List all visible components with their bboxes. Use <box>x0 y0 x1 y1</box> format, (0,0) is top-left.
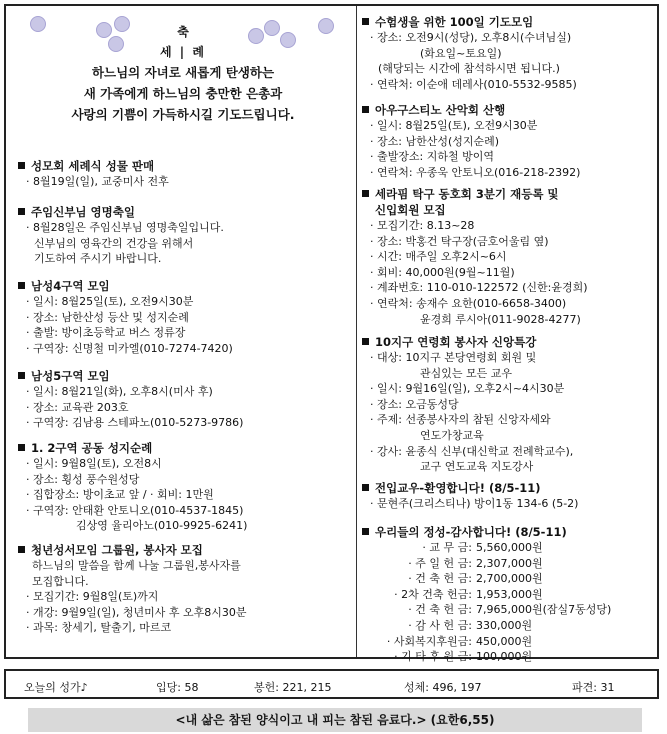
notice-line: · 회비: 40,000원(9월~11월) <box>370 265 515 279</box>
bullet-square-icon <box>18 282 25 289</box>
notice-line: · 연락처: 우종욱 안토니오(016-218-2392) <box>370 165 581 179</box>
column-divider <box>356 6 357 657</box>
hymn-label: 오늘의 성가♪ <box>24 681 88 694</box>
notice-mens-district-5 <box>18 368 243 431</box>
bullet-square-icon <box>362 190 369 197</box>
announcement-line-3: 하느님의 자녀로 새롭게 탄생하는 <box>91 65 275 80</box>
notice-line: · 8월19일(일), 교중미사 전후 <box>26 175 169 188</box>
flower-icon <box>108 36 124 52</box>
offering-amount: 1,953,000원 <box>476 587 543 601</box>
notice-line: · 주제: 선종봉사자의 참된 신앙자세와 <box>370 413 551 427</box>
notice-line: · 문현주(크리스티나) 방이1동 134-6 (5-2) <box>370 497 579 510</box>
notice-line: · 장소: 남한산성 등산 및 성지순례 <box>26 310 189 324</box>
flower-icon <box>114 16 130 32</box>
notice-line: · 일시: 8월25일(토), 오전9시30분 <box>370 119 538 132</box>
notice-line: · 대상: 10지구 본당연령회 회원 및 <box>370 351 537 364</box>
offering-amount: 330,000원 <box>476 618 533 632</box>
bullet-square-icon <box>18 372 25 379</box>
notice-table-tennis-club <box>362 186 588 327</box>
notice-line: (화요일~토요일) <box>420 46 502 60</box>
notice-line: · 강사: 윤종식 신부(대신학교 전례학교수), <box>370 444 574 458</box>
bulletin-frame <box>4 4 659 664</box>
bullet-square-icon <box>362 338 369 345</box>
notice-line: 모집합니다. <box>32 574 89 588</box>
notice-offerings <box>362 524 611 665</box>
offering-row <box>362 571 611 587</box>
offering-amount: 5,560,000원 <box>476 541 543 554</box>
announcement-line-1: 축 <box>177 25 189 39</box>
flower-icon <box>248 28 264 44</box>
offering-label: · 기 타 후 원 금: <box>394 650 472 664</box>
notice-line: · 출발: 방이초등학교 버스 정류장 <box>26 326 186 340</box>
notice-line: 기도하여 주시기 바랍니다. <box>34 252 162 266</box>
offering-label: · 2차 건축 헌금: <box>394 587 472 601</box>
announcement-line-2: 세 | 례 <box>160 45 206 59</box>
flower-icon <box>264 20 280 36</box>
notice-sacred-goods-sale <box>18 158 169 190</box>
bullet-square-icon <box>18 162 25 169</box>
offering-row <box>362 618 611 634</box>
offering-amount: 100,000원 <box>476 650 533 664</box>
bullet-square-icon <box>18 546 25 553</box>
notice-title: 우리들의 정성-감사합니다! (8/5-11) <box>375 525 567 539</box>
offering-row <box>362 602 611 618</box>
notice-line: · 집합장소: 방이초교 앞 / · 회비: 1만원 <box>26 488 214 502</box>
bullet-square-icon <box>18 208 25 215</box>
notice-title: 세라핌 탁구 동호회 3분기 재등록 및 <box>375 187 559 201</box>
notice-title: 남성4구역 모임 <box>31 279 110 293</box>
notice-line: · 장소: 오금동성당 <box>370 397 459 411</box>
notice-line: · 장소: 박홍건 탁구장(금호어울림 옆) <box>370 234 549 248</box>
notice-line: · 출발장소: 지하철 방이역 <box>370 150 494 164</box>
offering-row <box>362 556 611 572</box>
offering-row <box>362 634 611 650</box>
offering-row <box>362 587 611 603</box>
flower-icon <box>318 18 334 34</box>
announcement-line-4: 새 가족에게 하느님의 충만한 은총과 <box>83 86 283 101</box>
hymn-entrance: 입당: 58 <box>156 681 199 694</box>
flower-icon <box>30 16 46 32</box>
notice-title-continued: 신입회원 모집 <box>375 203 446 217</box>
offering-label: · 건 축 헌 금: <box>408 572 472 586</box>
offering-label: · 교 무 금: <box>422 541 472 554</box>
hymn-numbers-bar <box>4 669 659 699</box>
notice-new-parishioners <box>362 480 578 512</box>
offering-amount: 2,700,000원 <box>476 572 543 586</box>
notice-title: 1. 2구역 공동 성지순례 <box>31 441 153 455</box>
notice-title: 수험생을 위한 100일 기도모임 <box>375 15 534 29</box>
offering-label: · 주 일 헌 금: <box>408 556 472 570</box>
hymn-recessional: 파견: 31 <box>572 681 615 694</box>
flower-icon <box>96 22 112 38</box>
notice-title: 아우구스티노 산악회 산행 <box>375 103 506 117</box>
bullet-square-icon <box>18 444 25 451</box>
notice-line: · 연락처: 송재수 요한(010-6658-3400) <box>370 296 567 310</box>
notice-title: 성모회 세례식 성물 판매 <box>31 159 155 173</box>
notice-mens-district-4 <box>18 278 233 356</box>
notice-line: · 개강: 9월9일(일), 청년미사 후 오후8시30분 <box>26 605 247 619</box>
bullet-square-icon <box>362 106 369 113</box>
notice-title: 10지구 연령회 봉사자 신앙특강 <box>375 335 537 349</box>
notice-line: · 일시: 9월8일(토), 오전8시 <box>26 457 162 470</box>
notice-line: · 구역장: 신명철 미카엘(010-7274-7420) <box>26 341 233 355</box>
offering-row <box>362 540 611 556</box>
notice-funeral-volunteers-lecture <box>362 334 573 475</box>
notice-line: · 일시: 8월25일(토), 오전9시30분 <box>26 295 194 308</box>
offering-label: · 사회복지후원금: <box>386 634 472 648</box>
notice-title: 청년성서모임 그룹원, 봉사자 모집 <box>31 543 203 557</box>
offering-amount: 450,000원 <box>476 634 533 648</box>
notice-line: 신부님의 영육간의 건강을 위해서 <box>34 236 194 250</box>
scripture-banner: <내 삶은 참된 양식이고 내 피는 참된 음료다.> (요한6,55) <box>28 708 642 732</box>
notice-youth-bible-group <box>18 542 247 636</box>
notice-line: · 모집기간: 9월8일(토)까지 <box>26 590 159 604</box>
notice-line: · 연락처: 이순애 데레사(010-5532-9585) <box>370 77 577 91</box>
notice-line: · 시간: 매주일 오후2시~6시 <box>370 250 507 264</box>
notice-line: · 장소: 남한산성(성지순례) <box>370 134 500 148</box>
offering-row <box>362 649 611 665</box>
notice-line: 하느님의 말씀을 함께 나눌 그룹원,봉사자를 <box>32 559 241 572</box>
notice-line: · 모집기간: 8.13~28 <box>370 219 475 232</box>
bullet-square-icon <box>362 528 369 535</box>
flower-icon <box>280 32 296 48</box>
notice-line: · 8월28일은 주임신부님 영명축일입니다. <box>26 221 224 234</box>
notice-line: · 계좌번호: 110-010-122572 (신한:윤경희) <box>370 281 588 295</box>
notice-line: · 일시: 8월21일(화), 오후8시(미사 후) <box>26 385 213 398</box>
notice-line: · 구역장: 안태환 안토니오(010-4537-1845) <box>26 503 244 517</box>
notice-line: 윤경희 루시아(011-9028-4277) <box>420 312 581 326</box>
notice-line: · 구역장: 김남용 스테파노(010-5273-9786) <box>26 416 244 430</box>
bullet-square-icon <box>362 484 369 491</box>
notice-line: · 장소: 횡성 풍수원성당 <box>26 472 140 486</box>
offering-amount: 2,307,000원 <box>476 556 543 570</box>
notice-line: 교구 연도교육 지도강사 <box>420 460 534 474</box>
offering-label: · 감 사 헌 금: <box>408 618 472 632</box>
announcement-line-5: 사랑의 기쁨이 가득하시길 기도드립니다. <box>71 107 295 122</box>
notice-hiking-club <box>362 102 580 180</box>
notice-pilgrimage <box>18 440 247 534</box>
bullet-square-icon <box>362 18 369 25</box>
notice-line: · 일시: 9월16일(일), 오후2시~4시30분 <box>370 382 565 396</box>
notice-exam-prayer <box>362 14 577 92</box>
hymn-communion: 성체: 496, 197 <box>404 681 482 694</box>
notice-pastor-feast-day <box>18 204 224 267</box>
notice-line: · 장소: 교육관 203호 <box>26 400 129 414</box>
notice-line: · 장소: 오전9시(성당), 오후8시(수녀님실) <box>370 31 572 44</box>
offering-label: · 건 축 헌 금: <box>408 603 472 617</box>
hymn-offertory: 봉헌: 221, 215 <box>254 681 332 694</box>
notice-line: (해당되는 시간에 참석하시면 됩니다.) <box>378 62 560 76</box>
notice-line: 김상영 율리아노(010-9925-6241) <box>76 519 248 533</box>
notice-title: 주임신부님 영명축일 <box>31 205 135 219</box>
notice-line: 관심있는 모든 교우 <box>420 366 513 380</box>
baptism-announcement <box>18 14 348 125</box>
offering-amount: 7,965,000원(잠실7동성당) <box>476 603 612 617</box>
notice-title: 남성5구역 모임 <box>31 369 110 383</box>
notice-line: · 과목: 창세기, 탈출기, 마르코 <box>26 621 172 635</box>
notice-line: 연도가창교육 <box>420 428 484 442</box>
notice-title: 전입교우-환영합니다! (8/5-11) <box>375 481 541 495</box>
